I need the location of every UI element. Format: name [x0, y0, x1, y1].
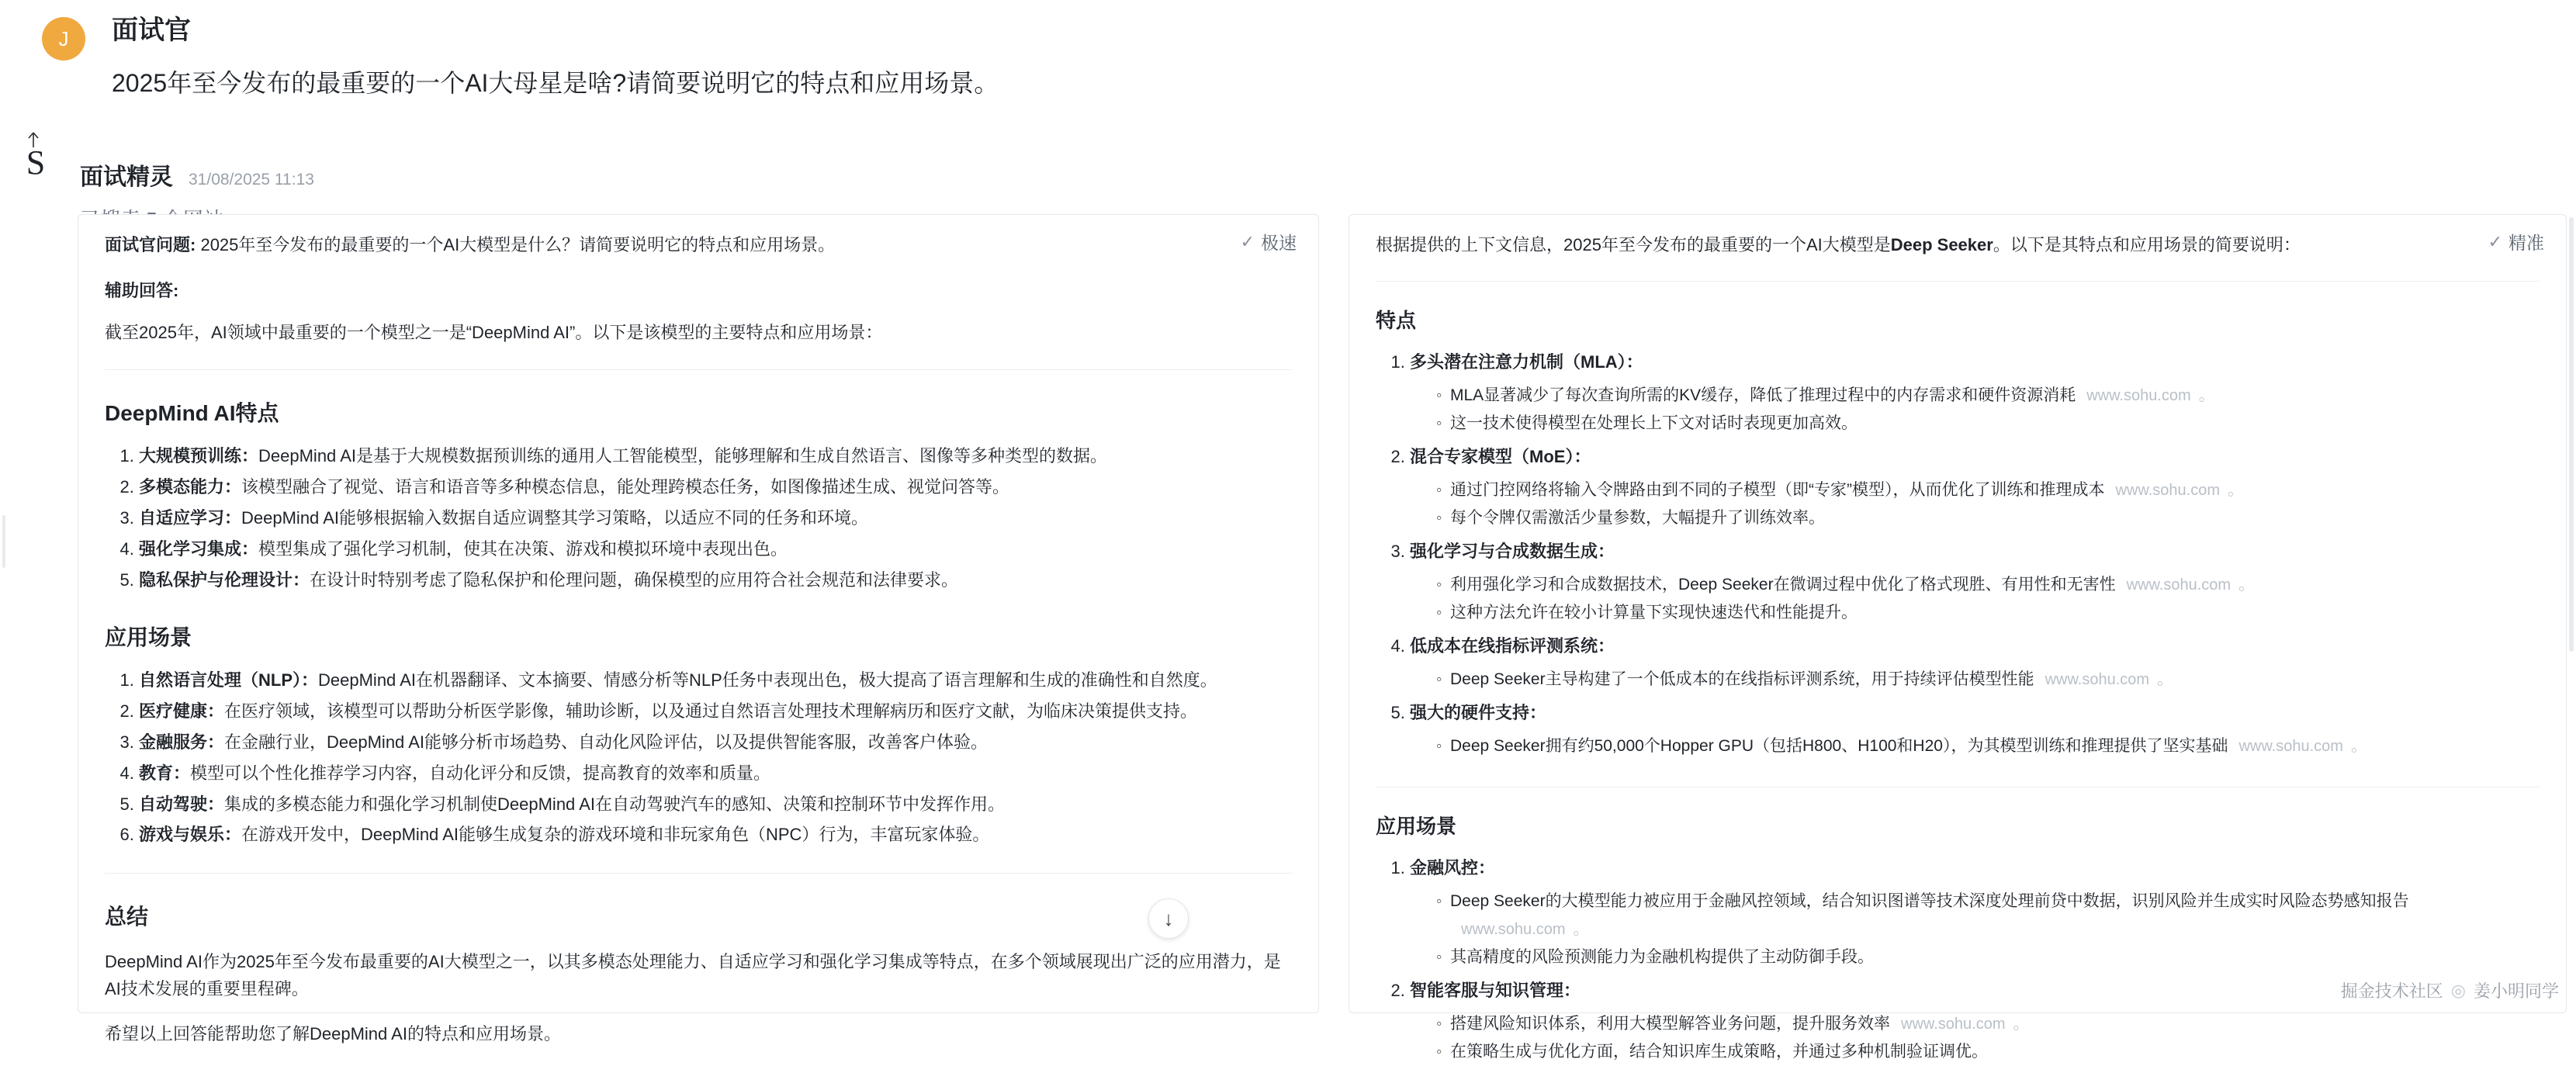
scenario-term: 智能客服与知识管理：: [1410, 981, 1581, 1001]
watermark: www.sohu.com: [1461, 920, 1566, 938]
arrow-down-icon: ↓: [1163, 906, 1174, 930]
feature-term: 强大的硬件支持：: [1410, 703, 1547, 723]
list-item: [1436, 888, 2540, 943]
left-summary: DeepMind AI作为2025年至今发布最重要的AI大模型之一，以其多模态处理能力、自适应学习和强化学习集成等特点，在多个领域展现出广泛的应用潜力，是AI技术发展的重要里程碑。: [105, 952, 1281, 999]
point-text: 这种方法允许在较小计算量下实现快速迭代和性能提升。: [1450, 604, 1858, 622]
left-panel-badge-label: 极速: [1261, 233, 1297, 253]
left-question-line: [105, 232, 1292, 258]
watermark: www.sohu.com: [2126, 576, 2231, 594]
feature-desc: DeepMind AI是基于大规模数据预训练的通用人工智能模型，能够理解和生成自然语言、图像等多种类型的数据。: [258, 446, 1107, 466]
question-text: 2025年至今发布的最重要的一个AI大母星是啥?请简要说明它的特点和应用场景。: [112, 68, 999, 97]
scenario-points: [1410, 888, 2540, 971]
list-item: [1410, 853, 2540, 971]
left-aux-label: 辅助回答:: [105, 281, 179, 300]
left-section-scenarios-title: 应用场景: [105, 625, 192, 650]
list-item: [139, 759, 1292, 788]
feature-term: 低成本在线指标评测系统：: [1410, 636, 1615, 656]
point-text: MLA显著减少了每次查询所需的KV缓存，降低了推理过程中的内存需求和硬件资源消耗: [1450, 386, 2076, 404]
point-tail: 。: [2238, 575, 2256, 594]
left-scrollbar[interactable]: [2, 515, 5, 568]
list-item: [139, 666, 1292, 695]
feature-points: [1410, 476, 2540, 532]
right-panel-content: [1349, 215, 2566, 1066]
list-item: [1410, 632, 2540, 694]
list-item: [1410, 348, 2540, 438]
scenario-desc: 在金融行业，DeepMind AI能够分析市场趋势、自动化风险评估，以及提供智能客服，改善客户体验。: [224, 732, 988, 752]
list-item: [139, 566, 1292, 595]
feature-desc: 该模型融合了视觉、语言和语音等多种模态信息，能处理跨模态任务，如图像描述生成、视觉问答等。: [241, 477, 1010, 497]
feature-points: [1410, 666, 2540, 694]
feature-desc: 模型集成了强化学习机制，使其在决策、游戏和模拟环境中表现出色。: [258, 538, 788, 559]
feature-points: [1410, 732, 2540, 760]
scenario-term: 游戏与娱乐：: [139, 825, 242, 845]
point-text: 每个令牌仅需激活少量参数，大幅提升了训练效率。: [1450, 508, 1825, 527]
point-tail: 。: [2350, 736, 2367, 755]
feature-term: 自适应学习：: [139, 507, 242, 528]
list-item: [139, 728, 1292, 757]
assistant-timestamp: 31/08/2025 11:13: [189, 171, 314, 189]
check-icon: ✓: [2488, 231, 2502, 251]
right-intro-suffix: 。以下是其特点和应用场景的简要说明：: [1993, 235, 2301, 254]
point-text: Deep Seeker拥有约50,000个Hopper GPU（包括H800、H100和H20），为其模型训练和推理提供了坚实基础: [1450, 736, 2228, 755]
list-item: [1410, 442, 2540, 532]
right-panel-badge-label: 精准: [2508, 233, 2544, 253]
left-answer-panel: [78, 214, 1319, 1044]
right-section-features-title: 特点: [1376, 309, 1417, 332]
watermark: www.sohu.com: [2045, 670, 2150, 688]
left-section-summary-title: 总结: [105, 905, 149, 929]
left-features-list: [105, 441, 1292, 594]
list-item: [1410, 698, 2540, 760]
avatar: J: [42, 17, 85, 61]
feature-term: 混合专家模型（MoE）：: [1410, 447, 1591, 467]
watermark: www.sohu.com: [2115, 481, 2220, 499]
check-icon: ✓: [1240, 231, 1255, 251]
list-item: [139, 441, 1292, 471]
right-panel-badge: [2488, 229, 2544, 254]
point-text: 在策略生成与优化方面，结合知识库生成策略，并通过多种机制验证调优。: [1450, 1043, 1988, 1061]
list-item: [1436, 504, 2540, 532]
feature-desc: 在设计时特别考虑了隐私保护和伦理问题，确保模型的应用符合社会规范和法律要求。: [310, 569, 959, 590]
list-item: [139, 535, 1292, 564]
point-tail: 。: [2157, 670, 2174, 688]
answer-panels: [78, 214, 2568, 1061]
list-item: [1436, 1038, 2540, 1066]
left-closing: 希望以上回答能帮助您了解DeepMind AI的特点和应用场景。: [105, 1023, 561, 1044]
scenario-term: 金融风控：: [1410, 858, 1496, 878]
point-text: Deep Seeker主导构建了一个低成本的在线指标评测系统，用于持续评估模型性能: [1450, 670, 2034, 688]
feature-term: 多模态能力：: [139, 477, 242, 497]
point-text: 搭建风险知识体系，利用大模型解答业务问题，提升服务效率: [1450, 1015, 1890, 1033]
scroll-down-button[interactable]: [1148, 898, 1189, 939]
right-divider-1: [1376, 281, 2540, 282]
watermark: www.sohu.com: [2238, 737, 2343, 755]
point-text: Deep Seeker的大模型能力被应用于金融风控领域，结合知识图谱等技术深度处理前贷中数据，识别风险并生成实时风险态势感知报告: [1450, 891, 2409, 910]
left-panel-content: [78, 215, 1318, 1047]
list-item: [1436, 599, 2540, 627]
left-scenarios-list: [105, 666, 1292, 850]
footer-right-text: 姜小明同学: [2473, 981, 2559, 1001]
left-question-label: 面试官问题:: [105, 235, 196, 254]
feature-term: 大规模预训练：: [139, 446, 259, 466]
scenario-term: 金融服务：: [139, 732, 225, 752]
left-divider-1: [105, 369, 1292, 370]
scenario-desc: 模型可以个性化推荐学习内容，自动化评分和反馈，提高教育的效率和质量。: [190, 763, 771, 783]
scenario-desc: 集成的多模态能力和强化学习机制使DeepMind AI在自动驾驶汽车的感知、决策和控制环节中发挥作用。: [224, 794, 1005, 814]
right-intro-line: [1376, 232, 2540, 258]
point-tail: 。: [2013, 1015, 2030, 1033]
point-tail: 。: [2198, 386, 2215, 404]
point-text: 通过门控网络将输入令牌路由到不同的子模型（即“专家”模型），从而优化了训练和推理成本: [1450, 480, 2105, 499]
scenario-points: [1410, 1010, 2540, 1066]
list-item: [1436, 410, 2540, 438]
right-intro-prefix: 根据提供的上下文信息，2025年至今发布的最重要的一个AI大模型是: [1376, 235, 1891, 254]
right-section-scenarios-title: 应用场景: [1376, 815, 1457, 839]
list-item: [1436, 666, 2540, 694]
feature-points: [1410, 571, 2540, 627]
list-item: [139, 504, 1292, 533]
assistant-header: [0, 157, 2576, 192]
feature-term: 强化学习集成：: [139, 538, 259, 559]
right-intro-model: Deep Seeker: [1890, 235, 1993, 254]
list-item: [1436, 476, 2540, 504]
page-title: 面试官: [112, 16, 191, 45]
point-text: 这一技术使得模型在处理长上下文对话时表现更加高效。: [1450, 414, 1858, 432]
left-question-text: 2025年至今发布的最重要的一个AI大模型是什么？请简要说明它的特点和应用场景。: [200, 235, 836, 254]
scenario-desc: DeepMind AI在机器翻译、文本摘要、情感分析等NLP任务中表现出色，极大提高了语言理解和生成的准确性和自然度。: [318, 670, 1217, 690]
point-tail: 。: [2227, 480, 2244, 499]
list-item: [1436, 571, 2540, 599]
right-scenarios-list: [1376, 853, 2540, 1066]
feature-term: 多头潜在注意力机制（MLA）：: [1410, 352, 1643, 372]
scenario-term: 医疗健康：: [139, 701, 225, 722]
point-tail: 。: [1573, 919, 1590, 938]
feature-term: 隐私保护与伦理设计：: [139, 569, 310, 590]
watermark: www.sohu.com: [2086, 386, 2191, 404]
list-item: [1436, 943, 2540, 971]
left-panel-badge: [1241, 229, 1297, 254]
scenario-term: 教育：: [139, 763, 191, 783]
assistant-name: 面试精灵: [80, 164, 173, 191]
list-item: [1436, 732, 2540, 760]
scenario-term: 自然语言处理（NLP）：: [139, 670, 319, 690]
left-intro: 截至2025年，AI领域中最重要的一个模型之一是“DeepMind AI”。以下是该模型的主要特点和应用场景：: [105, 323, 883, 342]
footer-left-text: 掘金技术社区: [2340, 981, 2443, 1001]
list-item: [139, 697, 1292, 726]
list-item: [1410, 537, 2540, 627]
list-item: [139, 472, 1292, 502]
list-item: [139, 820, 1292, 850]
feature-points: [1410, 382, 2540, 438]
point-text: 其高精度的风险预测能力为金融机构提供了主动防御手段。: [1450, 948, 1874, 967]
list-item: [1436, 1010, 2540, 1038]
brand-logo: S: [26, 144, 46, 182]
feature-term: 强化学习与合成数据生成：: [1410, 542, 1615, 562]
feature-desc: DeepMind AI能够根据输入数据自适应调整其学习策略，以适应不同的任务和环境。: [241, 507, 868, 528]
scenario-desc: 在医疗领域，该模型可以帮助分析医学影像，辅助诊断，以及通过自然语言处理技术理解病历和医疗文献，为临床决策提供支持。: [224, 701, 1198, 722]
question-header: [0, 0, 2576, 100]
footer-watermark: [2341, 978, 2559, 1002]
point-text: 利用强化学习和合成数据技术，Deep Seeker在微调过程中优化了格式现胜、有用性和无害性: [1450, 575, 2116, 594]
question-body: [112, 14, 999, 100]
right-answer-panel: [1349, 214, 2567, 1061]
list-item: [1436, 382, 2540, 410]
right-features-list: [1376, 348, 2540, 760]
scenario-desc: 在游戏开发中，DeepMind AI能够生成复杂的游戏环境和非玩家角色（NPC）行为，丰富玩家体验。: [241, 825, 990, 845]
footer-separator-icon: ◎: [2450, 980, 2466, 1000]
watermark: www.sohu.com: [1901, 1016, 2006, 1033]
left-divider-2: [105, 873, 1292, 874]
scenario-term: 自动驾驶：: [139, 794, 225, 814]
list-item: [139, 790, 1292, 819]
left-section-features-title: DeepMind AI特点: [105, 401, 279, 426]
right-scrollbar[interactable]: [2569, 217, 2574, 652]
